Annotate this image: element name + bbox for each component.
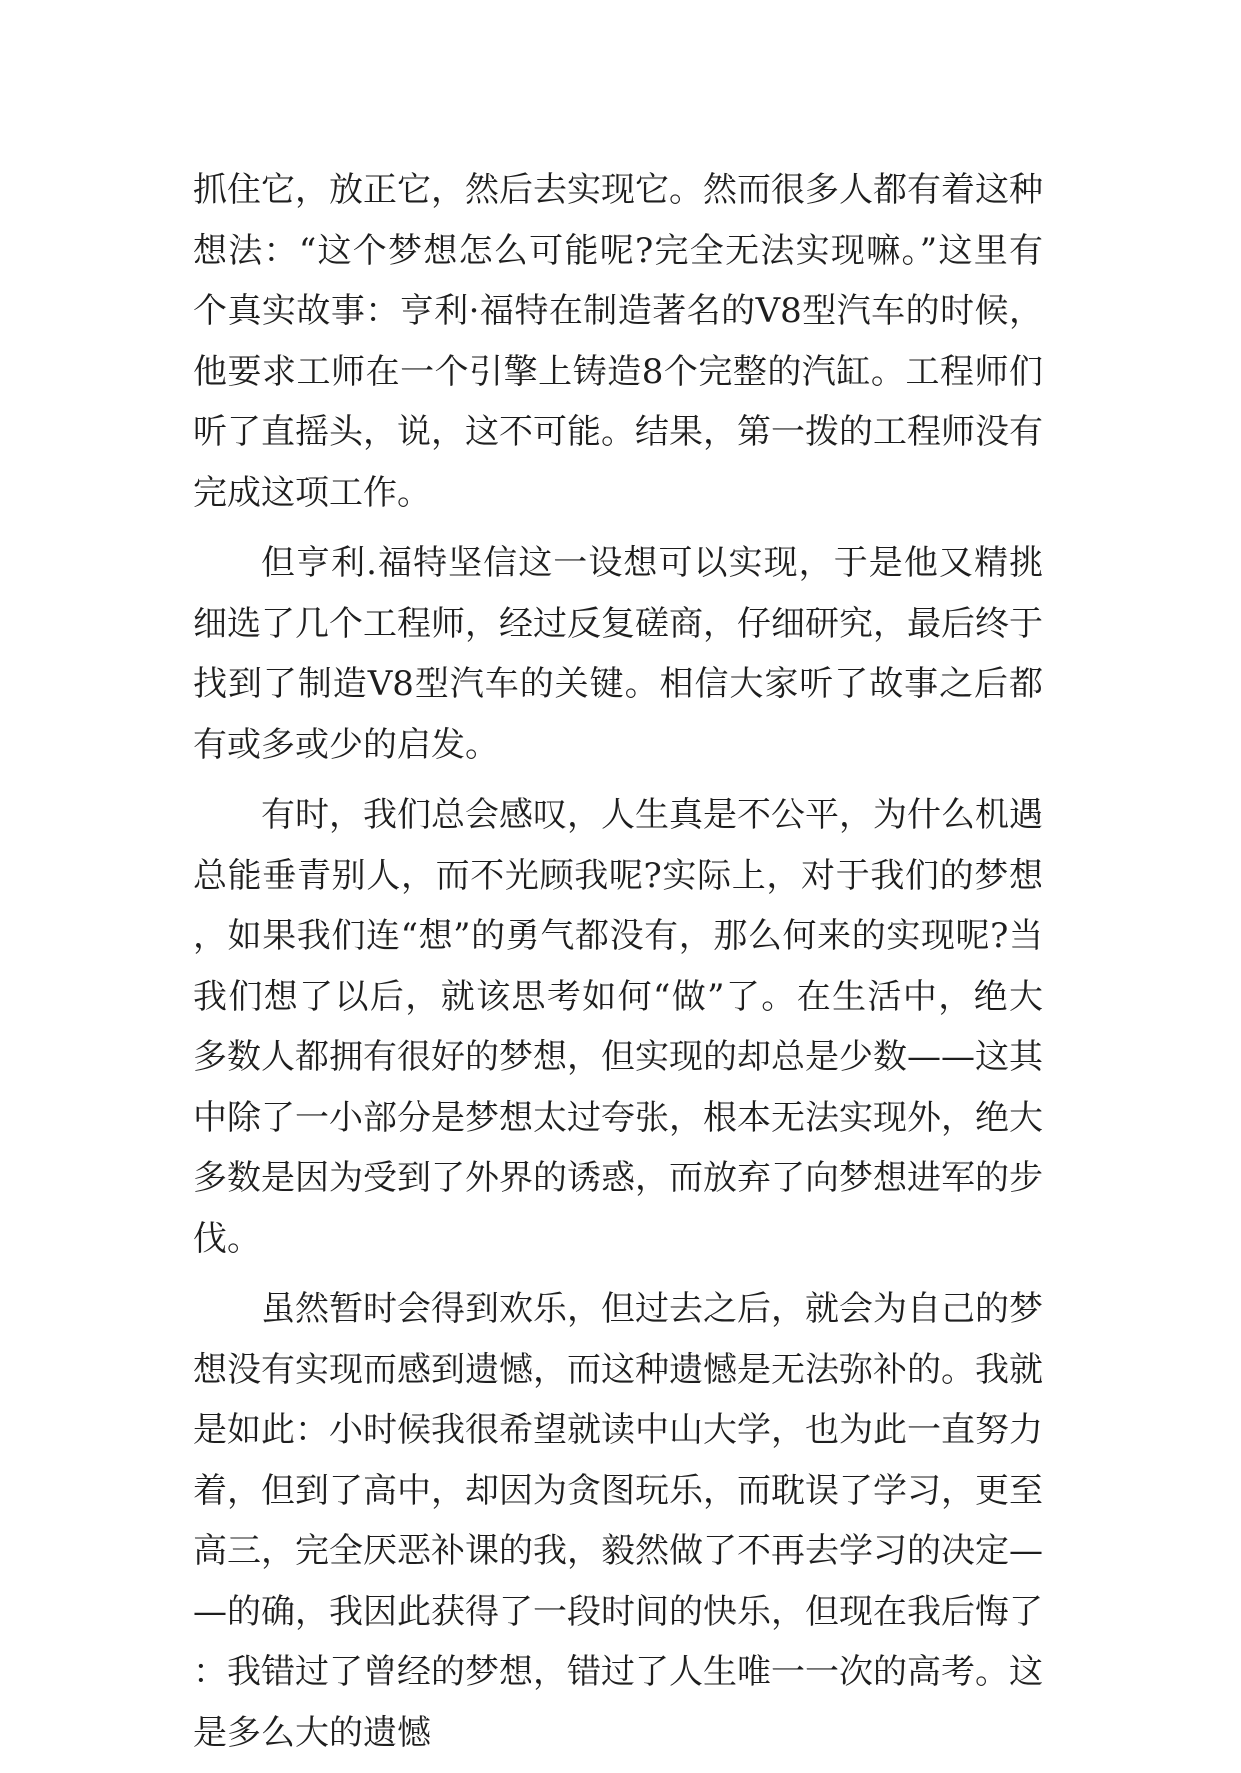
paragraph-3: 有时，我们总会感叹，人生真是不公平，为什么机遇总能垂青别人，而不光顾我呢?实际上，对于我们的梦想，如果我们连“想”的勇气都没有，那么何来的实现呢?当我们想了以后，就该思考如何“做”了。在生活中，绝大多数人都拥有很好的梦想，但实现的却总是少数——这其中除了一小部分是梦想太过夸张，根本无法实现外，绝大多数是因为受到了外界的诱惑，而放弃了向梦想进军的步伐。 (193, 795, 1043, 1259)
paragraph-1: 抓住它，放正它，然后去实现它。然而很多人都有着这种想法：“这个梦想怎么可能呢?完全无法实现嘛。”这里有个真实故事：亨利·福特在制造著名的V8型汽车的时候，他要求工师在一个引擎上铸造8个完整的汽缸。工程师们听了直摇头，说，这不可能。结果，第一拨的工程师没有完成这项工作。 (193, 170, 1043, 513)
paragraph-2: 但亨利.福特坚信这一设想可以实现，于是他又精挑细选了几个工程师，经过反复磋商，仔细研究，最后终于找到了制造V8型汽车的关键。相信大家听了故事之后都有或多或少的启发。 (193, 543, 1043, 765)
paragraph-4: 虽然暂时会得到欢乐，但过去之后，就会为自己的梦想没有实现而感到遗憾，而这种遗憾是无法弥补的。我就是如此：小时候我很希望就读中山大学，也为此一直努力着，但到了高中，却因为贪图玩乐，而耽误了学习，更至高三，完全厌恶补课的我，毅然做了不再去学习的决定——的确，我因此获得了一段时间的快乐，但现在我后悔了：我错过了曾经的梦想，错过了人生唯一一次的高考。这是多么大的遗憾 (193, 1289, 1043, 1753)
body-text (193, 160, 1043, 1773)
